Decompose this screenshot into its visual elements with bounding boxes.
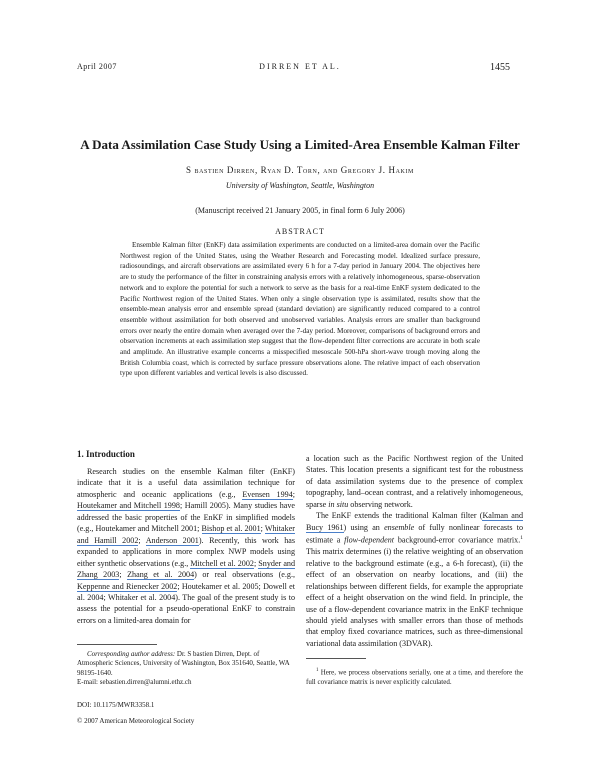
intro-paragraph-left bbox=[77, 466, 295, 626]
doi[interactable]: DOI: 10.1175/MWR3358.1 bbox=[77, 701, 155, 709]
text-run: background-error covariance matrix. bbox=[394, 535, 521, 545]
text-run: ) or real observations (e.g., bbox=[194, 570, 296, 580]
citation-link[interactable]: Snyder and Zhang 2003 bbox=[77, 558, 296, 580]
footnote-marker[interactable]: 1 bbox=[520, 535, 523, 542]
text-run: ; bbox=[253, 558, 259, 568]
corresponding-address: Dr. S bastien Dirren, Dept. of Atmospheric Sciences, University of Washington, Box 351640, Seattle, WA 98195-1640. bbox=[77, 650, 290, 677]
citation-link[interactable]: Whitaker and Hamill 2002 bbox=[77, 524, 295, 545]
email-address[interactable]: E-mail: sebastien.dirren@alumni.ethz.ch bbox=[77, 678, 192, 687]
text-run: ; bbox=[260, 524, 265, 534]
text-run: ; bbox=[138, 535, 146, 545]
running-header-date: April 2007 bbox=[77, 62, 117, 71]
italic-text: flow-dependent bbox=[344, 535, 395, 545]
citation-link[interactable]: Bishop et al. 2001 bbox=[201, 524, 261, 534]
footnote-number: 1 bbox=[316, 668, 319, 673]
citation-link[interactable]: Mitchell et al. 2002 bbox=[190, 558, 254, 568]
corresponding-author-note bbox=[77, 650, 295, 688]
paper-title: A Data Assimilation Case Study Using a Limited-Area Ensemble Kalman Filter bbox=[80, 137, 520, 152]
text-run: The EnKF extends the traditional Kalman filter ( bbox=[316, 511, 483, 521]
text-run: ). Recently, this work has expanded to applications in more complex NWP models using either synthetic observations (e.g., bbox=[77, 535, 295, 568]
text-run: a location such as the Pacific Northwest region of the United States. This location presents a significant test for the robustness of data assimilation systems due to the presence of complex topography, land–ocean contrast, and a relatively inhomogeneous, sparse bbox=[306, 454, 523, 509]
affiliation: University of Washington, Seattle, Washington bbox=[225, 181, 375, 190]
text-run: This matrix determines (i) the relative weighting of an observation relative to the background estimate (e.g., a 6-h forecast), (ii) the effect of an observation on nearby locations, and (iii) the relationships between different fields, for example the appropriate effect of a height observation on the wind field. In principle, the use of a flow-dependent covariance matrix in the EnKF technique should yield analyses with smaller errors than those of methods that employ fixed covariance matrices, such as three-dimensional variational data assimilation (3DVAR). bbox=[306, 547, 523, 648]
footnote-divider bbox=[306, 658, 366, 659]
citation-link[interactable]: Evensen 1994 bbox=[242, 489, 293, 499]
manuscript-dates: (Manuscript received 21 January 2005, in final form 6 July 2006) bbox=[195, 206, 405, 215]
citation-link[interactable]: Keppenne and Rienecker 2002 bbox=[77, 581, 178, 591]
intro-paragraph bbox=[306, 453, 523, 510]
text-run: ; Houtekamer et al. 2005; Dowell et al. 2004; Whitaker et al. 2004). The goal of the present study is to assess the potential for a pseudo-operational EnKF to constrain errors on a limited-area domain for bbox=[77, 581, 296, 625]
intro-column-right bbox=[306, 453, 523, 649]
footnote-divider bbox=[77, 644, 157, 645]
text-run: Research studies on the ensemble Kalman filter (EnKF) indicate that it is a useful data assimilation technique for atmospheric and oceanic applications (e.g., bbox=[77, 467, 295, 499]
citation-link[interactable]: Anderson 2001 bbox=[145, 535, 199, 545]
running-header-authors: DIRREN ET AL. bbox=[259, 62, 341, 71]
footnote-text: Here, we process observations serially, one at a time, and therefore the full covariance matrix is never explicitly calculated. bbox=[306, 668, 523, 686]
abstract-text: Ensemble Kalman filter (EnKF) data assimilation experiments are conducted on a limited-area domain over the Pacific Northwest region of the United States, using the Weather Research and Forecasting model. Idealized surface pressure, radiosoundings, and aircraft observations are assimilated every 6 h for a 7-day period in January 2004. The objectives here are to study the performance of the filter in constraining analysis errors with a relatively inhomogeneous, sparse-observation network and to explore the potential for such a network to serve as the basis for a real-time EnKF system dedicated to the Pacific Northwest region of the United States. When only a single observation type is assimilated, results show that the ensemble-mean analysis error and ensemble spread (standard deviation) are significantly reduced compared to a control ensemble without assimilation for both observed and unobserved variables. Analysis errors are smaller than background errors over nearly the entire domain when averaged over the 7-day period. Moreover, comparisons of background errors and observation increments at each assimilation step suggest that the flow-dependent filter corrections are accurate in both scale and amplitude. An illustrative example concerns a misspecified mesoscale 500-hPa short-wave trough moving along the British Columbia coast, which is corrected by surface pressure observations alone. The relative impact of each observation type upon different variables and vertical levels is also discussed. bbox=[120, 241, 480, 378]
italic-text: ensemble bbox=[384, 522, 415, 532]
copyright-notice: © 2007 American Meteorological Society bbox=[77, 717, 195, 725]
text-run: ; bbox=[119, 570, 128, 580]
citation-link[interactable]: Houtekamer and Mitchell 1998 bbox=[77, 501, 180, 511]
page-number: 1455 bbox=[490, 62, 510, 73]
text-run: ; Hamill 2005). Many studies have addressed the basic properties of the EnKF in simplified models (e.g., Houtekamer and Mitchell 2001; bbox=[77, 501, 295, 534]
text-run: ) using an bbox=[343, 522, 385, 532]
corresponding-label: Corresponding author address: bbox=[87, 650, 176, 658]
footnote bbox=[306, 666, 523, 687]
author-list: S bastien Dirren, Ryan D. Torn, and Gregory J. Hakim bbox=[186, 165, 414, 175]
section-heading: 1. Introduction bbox=[77, 449, 135, 459]
citation-link[interactable]: Kalman and Bucy 1961 bbox=[306, 511, 523, 532]
italic-text: in situ bbox=[328, 499, 349, 509]
abstract-heading: ABSTRACT bbox=[275, 227, 325, 236]
text-run: observing network. bbox=[348, 499, 413, 509]
intro-paragraph bbox=[306, 510, 523, 649]
text-run: ; bbox=[292, 489, 295, 499]
citation-link[interactable]: Zhang et al. 2004 bbox=[127, 570, 195, 580]
text-run: of fully nonlinear forecasts to estimate a bbox=[306, 522, 523, 545]
